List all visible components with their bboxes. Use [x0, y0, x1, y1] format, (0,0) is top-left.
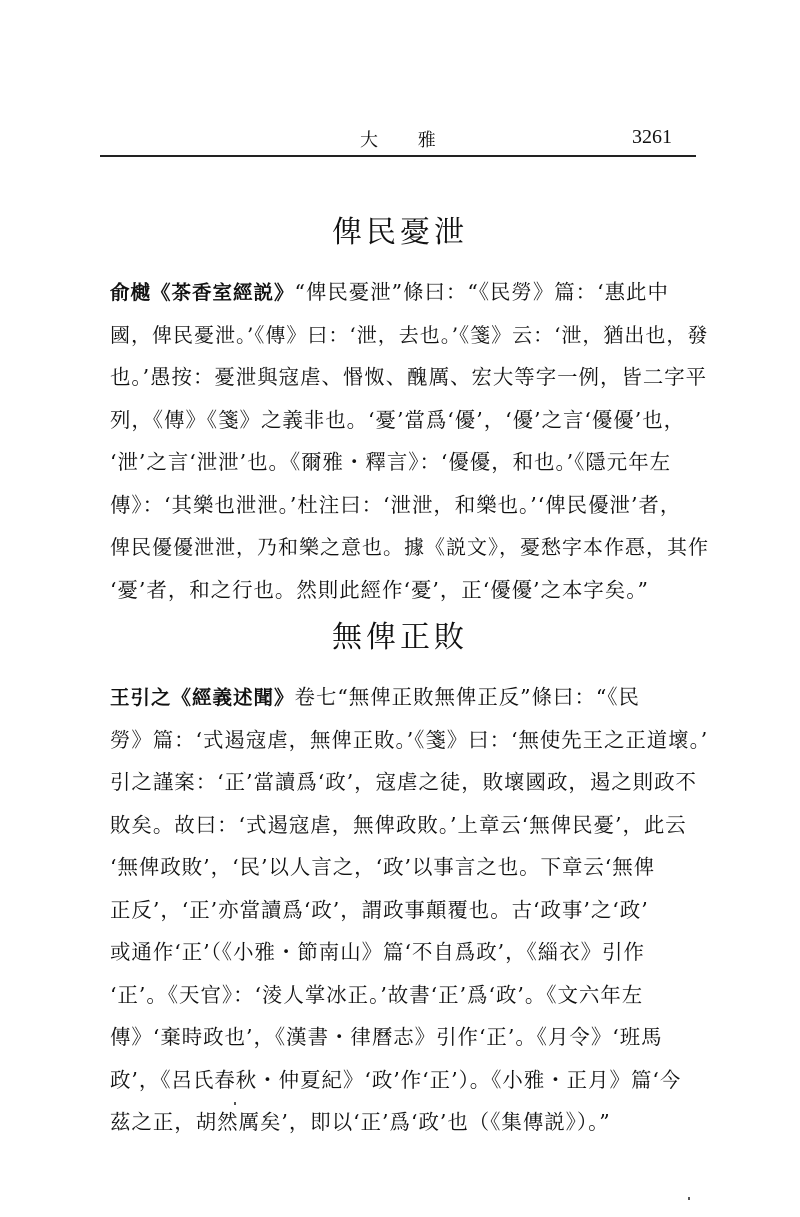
- text-line: [110, 846, 710, 889]
- section-paragraph: [110, 271, 710, 611]
- line-text: 或通作‘正’（《小雅・節南山》篇‘不自爲政’，《緇衣》引作: [110, 940, 645, 964]
- text-line: [110, 761, 710, 804]
- text-line: [110, 889, 710, 932]
- line-text: 卷七“無俾正敗無俾正反”條曰：“《民: [294, 685, 640, 709]
- text-line: [110, 1059, 710, 1102]
- page-number: 3261: [632, 126, 672, 148]
- header-rule: [100, 155, 696, 157]
- text-line: [110, 356, 710, 399]
- line-text: 國，俾民憂泄。’《傳》曰：‘泄，去也。’《箋》云：‘泄，猶出也，發: [110, 322, 709, 347]
- section-heading: 俾民憂泄: [332, 215, 468, 250]
- running-title: 大 雅: [360, 130, 438, 151]
- line-text: ‘無俾政敗’，‘民’以人言之，‘政’以事言之也。下章云‘無俾: [110, 855, 656, 879]
- line-text: 傳》‘棄時政也’，《漢書・律曆志》引作‘正’。《月令》‘班馬: [110, 1025, 663, 1049]
- text-line: [110, 399, 710, 442]
- line-text: 勞》篇：‘式遏寇虐，無俾正敗。’《箋》曰：‘無使先王之正道壞。’: [110, 727, 709, 752]
- line-text: ‘憂’者，和之行也。然則此經作‘憂’，正‘優優’之本字矣。”: [110, 577, 649, 602]
- section-paragraph: [110, 676, 710, 1144]
- cited-work: 王引之《經義述聞》: [110, 686, 295, 709]
- text-line: [110, 271, 710, 314]
- line-text: ‘泄’之言‘泄泄’也。《爾雅・釋言》：‘優優，和也。’《隱元年左: [110, 450, 672, 474]
- text-line: [110, 1016, 710, 1059]
- line-text: 俾民優優泄泄，乃和樂之意也。據《説文》，憂愁字本作㥑，其作: [110, 535, 709, 559]
- text-line: [110, 974, 710, 1017]
- line-text: 政’，《呂氏春秋・仲夏紀》‘政’作‘正’）。《小雅・正月》篇‘今: [110, 1067, 682, 1092]
- line-text: “俾民憂泄”條曰：“《民勞》篇：‘惠此中: [294, 280, 669, 304]
- text-line: [110, 676, 710, 719]
- line-text: 列，《傳》《箋》之義非也。‘憂’當爲‘優’，‘優’之言‘優優’也，: [110, 407, 686, 432]
- text-line: [110, 804, 710, 847]
- text-line: [110, 314, 710, 357]
- text-line: [110, 931, 710, 974]
- text-line: [110, 1101, 710, 1144]
- text-line: [110, 526, 710, 569]
- text-line: [110, 719, 710, 762]
- text-line: [110, 441, 710, 484]
- line-text: 茲之正，胡然厲矣’，即以‘正’爲‘政’也（《集傳説》）。”: [110, 1110, 611, 1134]
- scan-speck: [688, 1197, 690, 1200]
- line-text: 也。’愚按：憂泄與寇虐、惽怓、醜厲、宏大等字一例，皆二字平: [110, 365, 708, 389]
- text-line: [110, 569, 710, 612]
- line-text: 引之謹案：‘正’當讀爲‘政’，寇虐之徒，敗壞國政，遏之則政不: [110, 770, 697, 794]
- text-line: [110, 484, 710, 527]
- scan-speck: [234, 1102, 236, 1105]
- line-text: ‘正’。《天官》：‘淩人掌冰正。’故書‘正’爲‘政’。《文六年左: [110, 982, 644, 1007]
- line-text: 敗矣。故曰：‘式遏寇虐，無俾政敗。’上章云‘無俾民憂’，此云: [110, 812, 687, 837]
- line-text: 傳》：‘其樂也泄泄。’杜注曰：‘泄泄，和樂也。’‘俾民優泄’者，: [110, 492, 682, 517]
- line-text: 正反’，‘正’亦當讀爲‘政’，謂政事顛覆也。古‘政事’之‘政’: [110, 897, 649, 922]
- section-heading: 無俾正敗: [332, 620, 468, 655]
- cited-work: 俞樾《茶香室經説》: [110, 281, 295, 304]
